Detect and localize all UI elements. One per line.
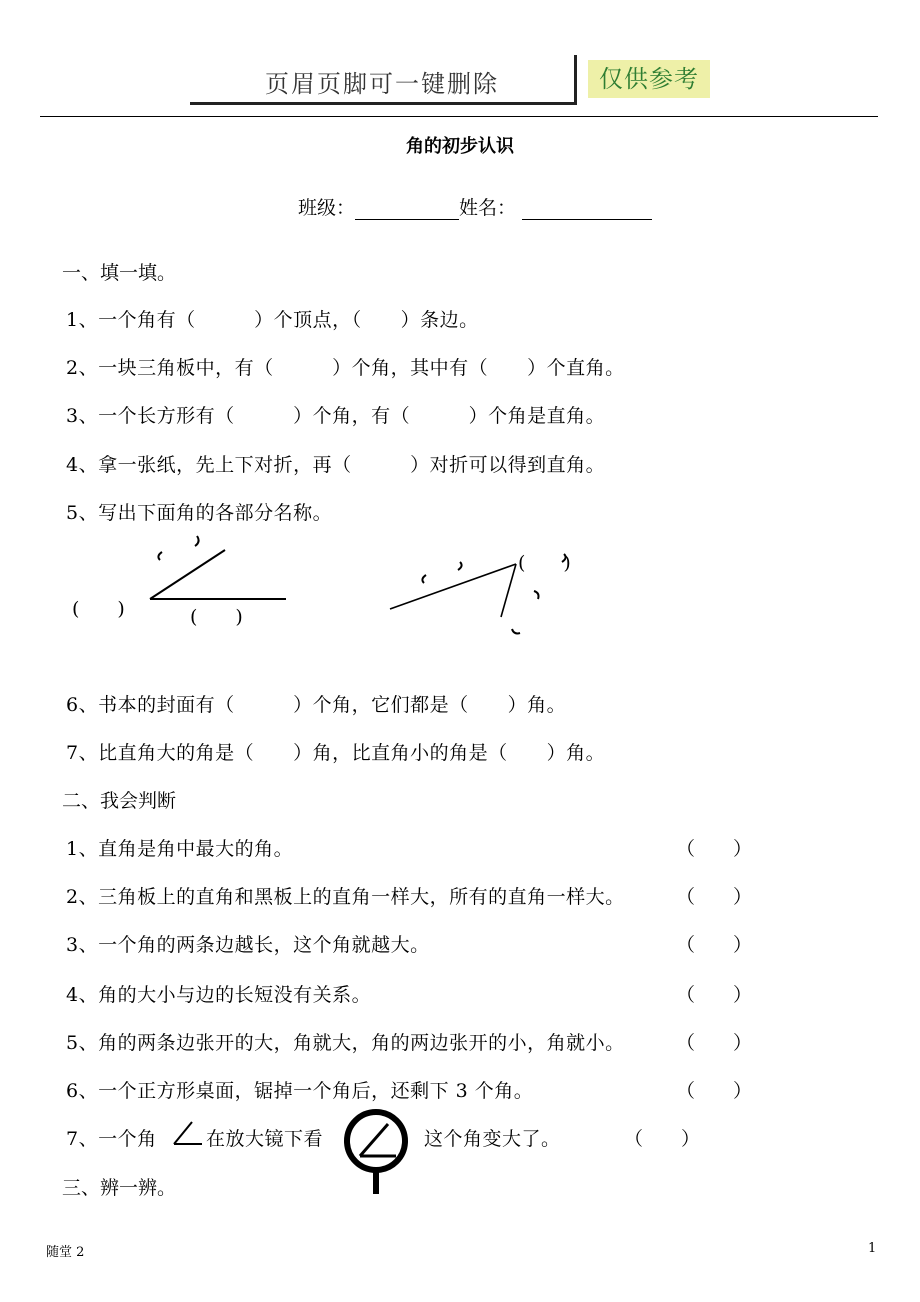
judge-item-3: 3、一个角的两条边越长，这个角就越大。: [66, 934, 430, 956]
judge-item-5: 5、角的两条边张开的大，角就大，角的两边张开的小，角就小。: [66, 1032, 625, 1054]
judge-item-7-part1: 7、一个角: [66, 1128, 157, 1150]
fill-item-4: 4、拿一张纸，先上下对折，再（ ）对折可以得到直角。: [66, 454, 606, 476]
header-rule: [40, 116, 878, 117]
judge-item-4: 4、角的大小与边的长短没有关系。: [66, 984, 372, 1006]
judge-item-1: 1、直角是角中最大的角。: [66, 838, 294, 860]
judge-answer-2: （ ）: [676, 886, 753, 908]
angle2-side-left: [390, 564, 516, 609]
fill-item-1: 1、一个角有（ ）个顶点，（ ）条边。: [66, 309, 479, 331]
fill-item-3: 3、一个长方形有（ ）个角，有（ ）个角是直角。: [66, 405, 606, 427]
judge-item-6: 6、一个正方形桌面，锯掉一个角后，还剩下 3 个角。: [66, 1080, 534, 1102]
angle1-paren-left: [158, 552, 162, 560]
judge-answer-4: （ ）: [676, 984, 753, 1006]
angle-diagrams: [60, 528, 620, 648]
class-label: 班级：: [298, 197, 356, 219]
angle1-label-paren-left: ( ): [72, 598, 125, 620]
name-label: 姓名：: [459, 197, 517, 219]
class-blank: [355, 199, 459, 220]
section2-heading: 二、我会判断: [62, 790, 177, 812]
page-title: 角的初步认识: [406, 136, 514, 157]
fill-item-2: 2、一块三角板中，有（ ）个角，其中有（ ）个直角。: [66, 357, 625, 379]
angle2-paren-4: [534, 591, 539, 599]
angle-diagram-1: [150, 536, 286, 599]
angle2-paren-2: [458, 562, 462, 570]
judge-answer-6: （ ）: [676, 1080, 753, 1102]
judge-item-7-part3: 这个角变大了。: [424, 1128, 561, 1150]
fill-item-6: 6、书本的封面有（ ）个角，它们都是（ ）角。: [66, 694, 567, 716]
judge-answer-5: （ ）: [676, 1032, 753, 1054]
header-underline: [190, 102, 577, 105]
angle1-paren-right: [195, 536, 199, 546]
header-divider: [574, 55, 577, 103]
judge-answer-1: （ ）: [676, 838, 753, 860]
section1-heading: 一、填一填。: [62, 262, 177, 284]
judge-item-2: 2、三角板上的直角和黑板上的直角一样大，所有的直角一样大。: [66, 886, 625, 908]
section3-heading: 三、辨一辨。: [62, 1177, 177, 1199]
judge-answer-7: （ ）: [624, 1128, 701, 1150]
magnifier-icon: [338, 1108, 414, 1198]
judge-answer-3: （ ）: [676, 934, 753, 956]
angle1-side-upper: [150, 550, 225, 599]
header-badge: 仅供参考: [588, 60, 710, 98]
judge-item-7-part2: 在放大镜下看: [206, 1128, 324, 1150]
angle2-side-right: [501, 564, 516, 617]
angle1-label-paren-bottom: ( ): [190, 606, 243, 628]
fill-item-5: 5、写出下面角的各部分名称。: [66, 502, 333, 524]
class-name-line: [298, 193, 652, 220]
footer-left: 随堂 2: [46, 1245, 85, 1260]
angle2-paren-5: [512, 629, 520, 634]
angle2-paren-1: [422, 575, 426, 583]
small-angle-icon: [170, 1118, 206, 1150]
page-number: 1: [868, 1241, 877, 1256]
name-blank: [522, 199, 652, 220]
angle2-label-paren-vertex: ( ): [518, 552, 571, 574]
header-text: 页眉页脚可一键删除: [265, 70, 499, 98]
fill-item-7: 7、比直角大的角是（ ）角，比直角小的角是（ ）角。: [66, 742, 606, 764]
